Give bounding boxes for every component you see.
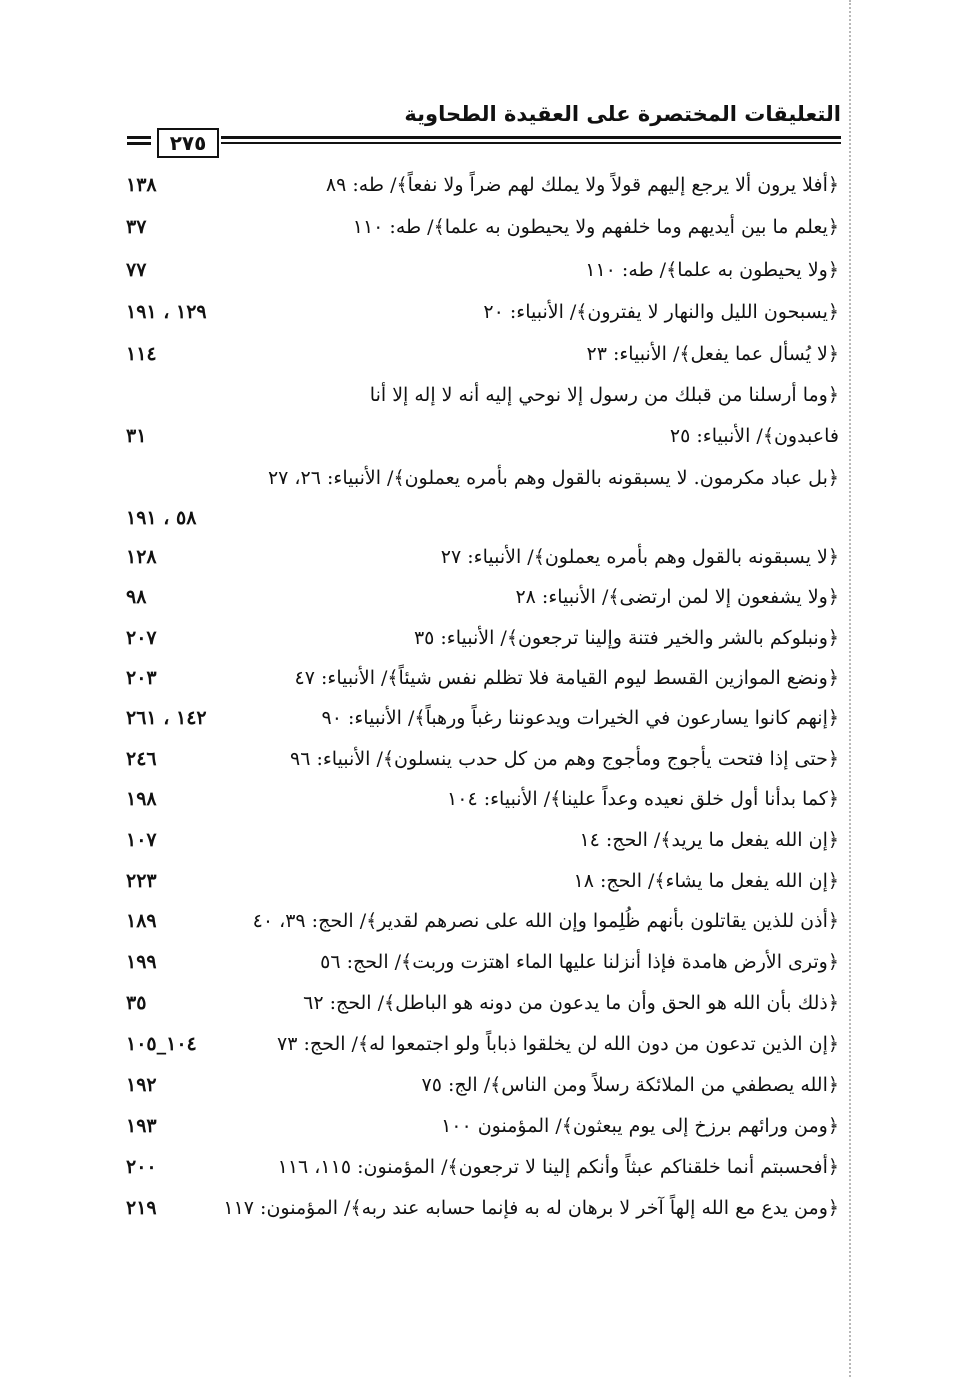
verse-citation: ﴿إن الذين تدعون من دون الله لن يخلقوا ذباباً ولو اجتمعوا له﴾/ الحج: ٧٣	[277, 1033, 839, 1055]
index-entry	[126, 1191, 839, 1225]
verse-citation: ﴿يعلم ما بين أيديهم وما خلفهم ولا يحيطون به علما﴾/ طه: ١١٠	[352, 216, 839, 238]
index-entry	[126, 621, 839, 655]
index-entry	[126, 1150, 839, 1184]
index-entry	[126, 501, 839, 535]
verse-citation: ﴿ذلك بأن الله هو الحق وأن ما يدعون من دونه هو الباطل﴾/ الحج: ٦٢	[303, 992, 839, 1014]
index-entry	[126, 253, 839, 287]
verse-citation: ﴿ونبلوكم بالشر والخير فتنة وإلينا ترجعون﴾/ الأنبياء: ٣٥	[413, 627, 839, 649]
index-entry	[126, 742, 839, 776]
verse-citation: ﴿وترى الأرض هامدة فإذا أنزلنا عليها الماء اهتزت وربت﴾/ الحج: ٥٦	[320, 951, 839, 973]
verse-citation: ﴿إنهم كانوا يسارعون في الخيرات ويدعوننا رغباً ورهباً﴾/ الأنبياء: ٩٠	[321, 707, 839, 729]
index-entry	[126, 337, 839, 371]
page-reference: ٥٨ ، ١٩١	[126, 507, 197, 529]
page-reference: ١٠٤_١٠٥	[126, 1033, 197, 1055]
page-reference: ١٠٧	[126, 829, 157, 851]
index-entry	[126, 864, 839, 898]
verse-citation: ﴿حتى إذا فتحت يأجوج ومأجوج وهم من كل حدب ينسلون﴾/ الأنبياء: ٩٦	[289, 748, 839, 770]
index-entry	[126, 782, 839, 816]
page-reference: ١٩٨	[126, 788, 157, 810]
page-number: ٢٧٥	[157, 128, 219, 158]
verse-citation: فاعبدون﴾/ الأنبياء: ٢٥	[669, 425, 839, 447]
verse-citation: ﴿ونضع الموازين القسط ليوم القيامة فلا تظلم نفس شيئاً﴾/ الأنبياء: ٤٧	[294, 667, 839, 689]
index-entry	[126, 904, 839, 938]
page-reference: ٢٠٠	[126, 1156, 157, 1178]
verse-citation: ﴿لا يُسأل عما يفعل﴾/ الأنبياء: ٢٣	[586, 343, 839, 365]
page-reference: ١٤٢ ، ٢٦١	[126, 707, 207, 729]
page-reference: ٢١٩	[126, 1197, 157, 1219]
page-reference: ١١٤	[126, 343, 157, 365]
index-entry	[126, 168, 839, 202]
index-entry	[126, 661, 839, 695]
page-reference: ٣٧	[126, 216, 147, 238]
page-reference: ٢٠٧	[126, 627, 157, 649]
page-reference: ٢٤٦	[126, 748, 157, 770]
page-reference: ١٩٣	[126, 1115, 157, 1137]
page-reference: ٩٨	[126, 586, 147, 608]
verse-citation: ﴿ولا يشفعون إلا لمن ارتضى﴾/ الأنبياء: ٢٨	[515, 586, 839, 608]
page-reference: ١٣٨	[126, 174, 157, 196]
index-entry	[126, 1109, 839, 1143]
index-entry	[126, 378, 839, 412]
index-entry	[126, 1068, 839, 1102]
index-entry	[126, 461, 839, 495]
header-rule	[221, 136, 841, 146]
verse-citation: ﴿إن الله يفعل ما يشاء﴾/ الحج: ١٨	[573, 870, 839, 892]
index-entry	[126, 945, 839, 979]
verse-citation: ﴿كما بدأنا أول خلق نعيده وعداً علينا﴾/ الأنبياء: ١٠٤	[447, 788, 839, 810]
verse-citation: ﴿ومن يدع مع الله إلهاً آخر لا برهان له به فإنما حسابه عند ربه﴾/ المؤمنون: ١١٧	[223, 1197, 839, 1219]
verse-citation: ﴿ومن ورائهم برزخ إلى يوم يبعثون﴾/ المؤمنون ١٠٠	[441, 1115, 839, 1137]
book-title: التعليقات المختصرة على العقيدة الطحاوية	[404, 102, 841, 126]
verse-citation: ﴿إن الله يفعل ما يريد﴾/ الحج: ١٤	[579, 829, 839, 851]
page-reference: ٧٧	[126, 259, 147, 281]
index-entry	[126, 540, 839, 574]
index-entry	[126, 295, 839, 329]
index-entry	[126, 210, 839, 244]
verse-citation: ﴿لا يسبقونه بالقول وهم بأمره يعملون﴾/ الأنبياء: ٢٧	[440, 546, 839, 568]
verse-citation: ﴿يسبحون الليل والنهار لا يفترون﴾/ الأنبياء: ٢٠	[483, 301, 839, 323]
page-reference: ٣١	[126, 425, 147, 447]
index-entry	[126, 580, 839, 614]
page-reference: ٢٢٣	[126, 870, 157, 892]
page-reference: ١٢٩ ، ١٩١	[126, 301, 207, 323]
index-entry	[126, 701, 839, 735]
verse-citation: ﴿أذن للذين يقاتلون بأنهم ظُلِموا وإن الله على نصرهم لقدير﴾/ الحج: ٣٩، ٤٠	[252, 910, 839, 932]
index-entry	[126, 1027, 839, 1061]
verse-citation: ﴿أفلا يرون ألا يرجع إليهم قولاً ولا يملك لهم ضراً ولا نفعاً﴾/ طه: ٨٩	[325, 174, 839, 196]
header-ornament	[127, 136, 151, 148]
index-entry	[126, 419, 839, 453]
page-reference: ١٩٩	[126, 951, 157, 973]
verse-citation: ﴿بل عباد مكرمون. لا يسبقونه بالقول وهم بأمره يعملون﴾/ الأنبياء: ٢٦، ٢٧	[267, 467, 839, 489]
index-entry	[126, 823, 839, 857]
margin-dotted-line	[849, 0, 851, 1377]
page-reference: ١٢٨	[126, 546, 157, 568]
page-reference: ١٨٩	[126, 910, 157, 932]
verse-citation: ﴿أفحسبتم أنما خلقناكم عبثاً وأنكم إلينا لا ترجعون﴾/ المؤمنون: ١١٥، ١١٦	[277, 1156, 839, 1178]
index-entry	[126, 986, 839, 1020]
verse-citation: ﴿ولا يحيطون به علما﴾/ طه: ١١٠	[585, 259, 839, 281]
page-reference: ٣٥	[126, 992, 147, 1014]
verse-citation: ﴿الله يصطفي من الملائكة رسلاً ومن الناس﴾/ الج: ٧٥	[421, 1074, 839, 1096]
page-reference: ١٩٢	[126, 1074, 157, 1096]
page-header	[113, 100, 841, 160]
verse-citation: ﴿وما أرسلنا من قبلك من رسول إلا نوحي إليه أنه لا إله إلا أنا	[369, 384, 839, 406]
page-reference: ٢٠٣	[126, 667, 157, 689]
